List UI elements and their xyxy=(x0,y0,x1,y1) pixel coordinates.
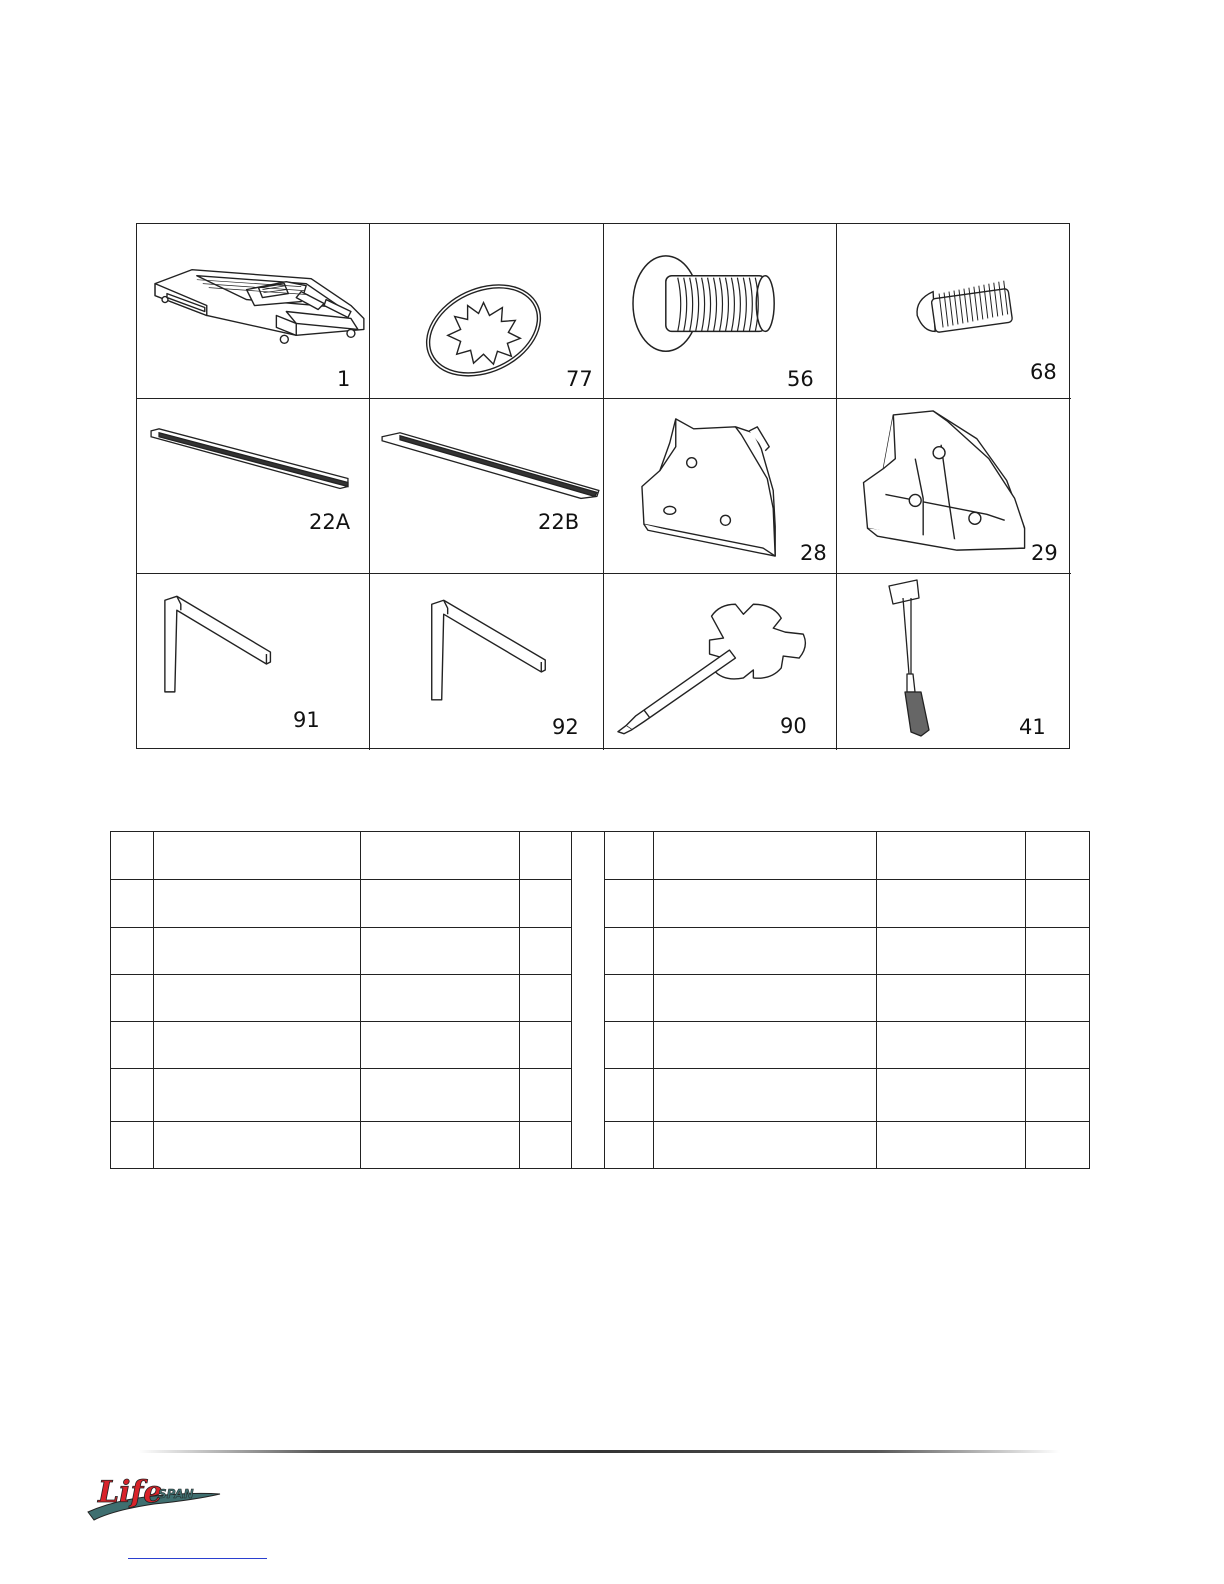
part-cell xyxy=(370,399,604,574)
part-number: 28 xyxy=(800,541,827,565)
link-underline[interactable] xyxy=(128,1558,267,1559)
part-number: 77 xyxy=(566,367,593,391)
part-cell xyxy=(604,574,837,750)
table-cell xyxy=(520,832,572,880)
svg-text:Life: Life xyxy=(98,1475,163,1510)
svg-text:SPAN: SPAN xyxy=(158,1487,194,1501)
part-cell xyxy=(604,224,837,399)
part-cell xyxy=(837,574,1071,750)
table-cell xyxy=(154,832,361,880)
part-number: 91 xyxy=(293,708,320,732)
part-cell xyxy=(837,399,1071,574)
table-cell xyxy=(654,832,877,880)
part-number: 41 xyxy=(1019,715,1046,739)
part-number: 68 xyxy=(1030,360,1057,384)
treadmill-icon xyxy=(137,224,369,398)
part-cell xyxy=(137,574,370,750)
part-number: 22B xyxy=(538,510,580,534)
part-cell xyxy=(604,399,837,574)
table-separator xyxy=(572,832,605,1169)
footer-divider xyxy=(138,1450,1060,1453)
part-cell xyxy=(137,224,370,399)
part-cell xyxy=(137,399,370,574)
table-cell xyxy=(605,832,654,880)
part-cell xyxy=(370,224,604,399)
part-number: 56 xyxy=(787,367,814,391)
allen-wrench-icon xyxy=(137,574,369,750)
table-cell xyxy=(877,832,1026,880)
part-number: 29 xyxy=(1031,541,1058,565)
part-cell xyxy=(837,224,1071,399)
lifespan-logo xyxy=(84,1464,224,1524)
part-number: 92 xyxy=(552,715,579,739)
part-number: 1 xyxy=(337,367,351,391)
side-rail-icon xyxy=(370,399,603,573)
part-cell xyxy=(370,574,604,750)
parts-illustration-grid xyxy=(136,223,1070,749)
table-cell xyxy=(111,832,154,880)
part-number: 90 xyxy=(780,714,807,738)
parts-list-table xyxy=(110,831,1090,1169)
part-number: 22A xyxy=(309,510,351,534)
side-rail-icon xyxy=(137,399,369,573)
table-cell xyxy=(361,832,520,880)
table-cell xyxy=(1026,832,1090,880)
table-header-row xyxy=(111,832,1090,880)
